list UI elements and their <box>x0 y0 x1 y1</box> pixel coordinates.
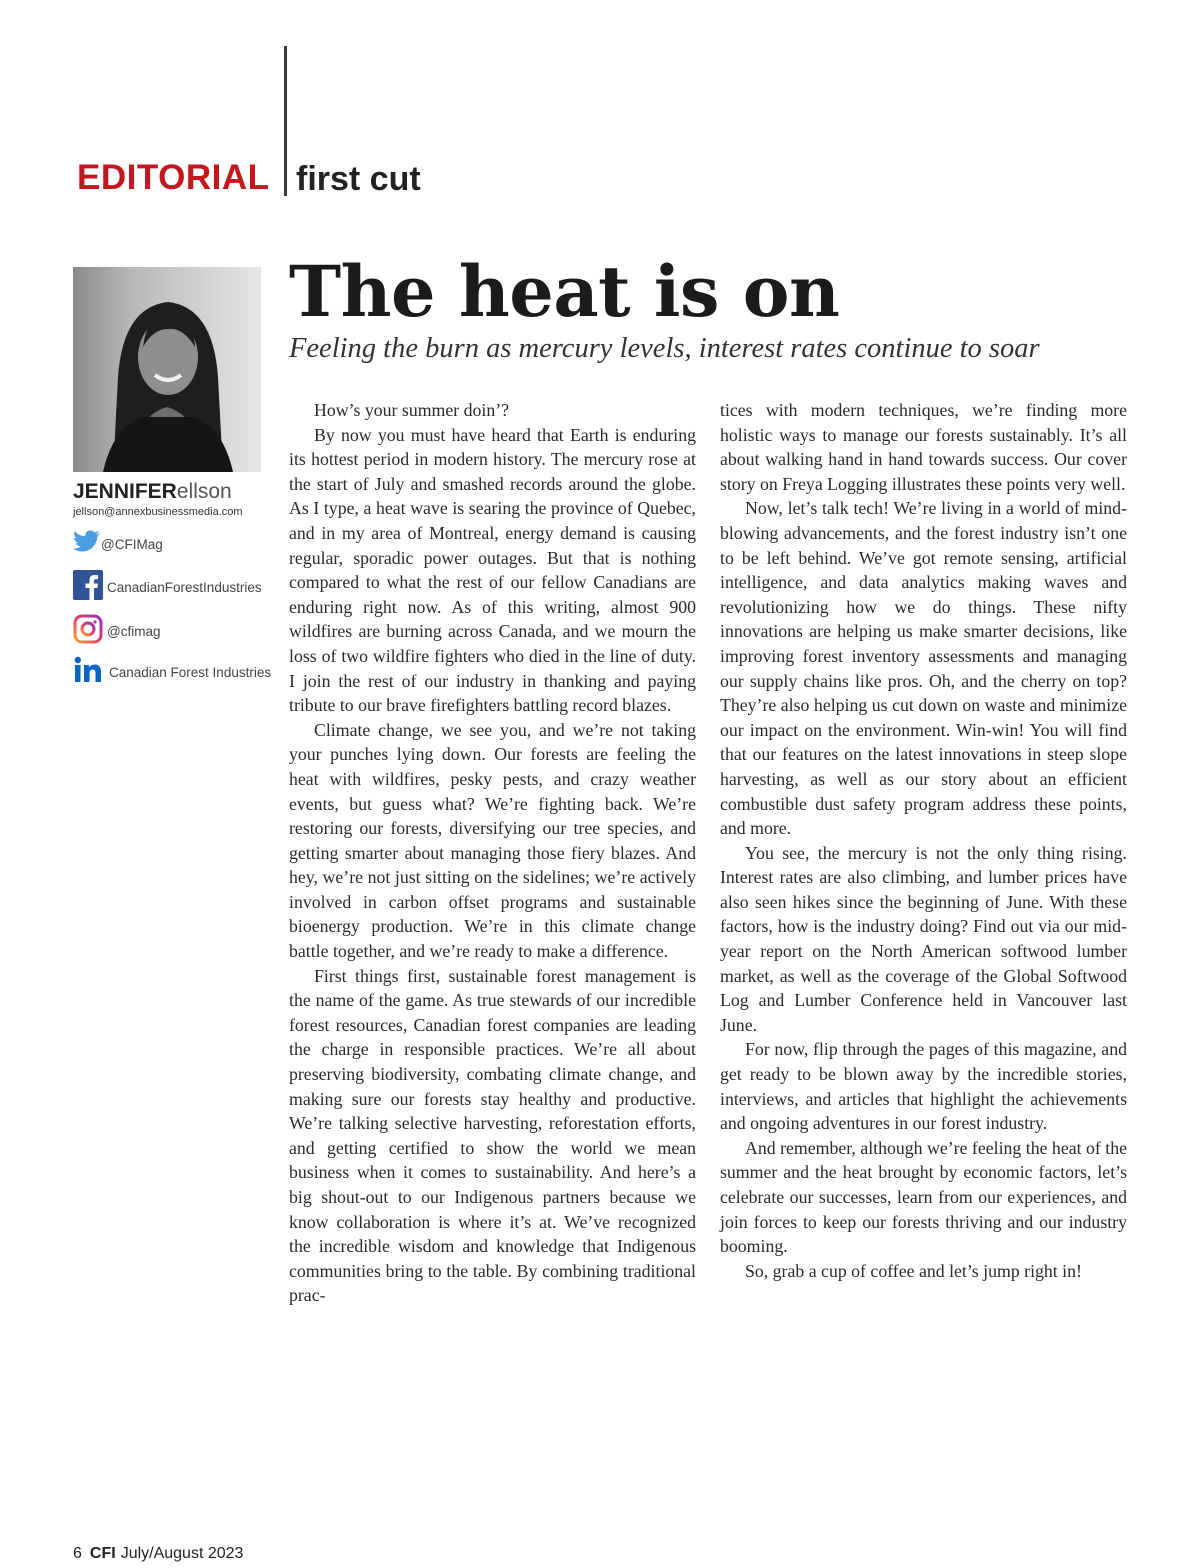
facebook-icon <box>73 570 103 605</box>
page-footer <box>73 1545 243 1563</box>
article-column-2 <box>720 398 1127 1283</box>
article-paragraph: You see, the mercury is not the only thing rising. Interest rates are also climbing, and lumber prices have also seen hikes since the beginning of June. With these factors, how is the industry doing? Find out via our mid-year report on the North American softwood lumber market, as well as the coverage of the Global Softwood Log and Lumber Conference held in Vancouver last June. <box>720 842 1127 1035</box>
facebook-link[interactable] <box>73 570 262 605</box>
facebook-handle: CanadianForestIndustries <box>107 580 262 595</box>
issue-date: July/August 2023 <box>120 1545 244 1562</box>
article-paragraph: Now, let’s talk tech! We’re living in a world of mind-blowing advancements, and the forest industry isn’t one to be left behind. We’ve got remote sensing, artificial intelligence, and data analytics making waves and revolutionizing how we do things. These nifty innovations are helping us make smarter decisions, like improving forest inventory assessments and managing our supply chains like pros. Oh, and the cherry on top? They’re also helping us cut down on waste and minimize our impact on the environment. Win-win! You will find that our features on the latest innovations in steep slope harvesting, as well as our story about an efficient combustible dust safety program address these points, and more. <box>720 498 1127 839</box>
article-dek: Feeling the burn as mercury levels, interest rates continue to soar <box>289 333 1040 364</box>
author-email[interactable]: jellson@annexbusinessmedia.com <box>73 506 243 518</box>
author-last-name: ellson <box>176 480 232 503</box>
magazine-name: CFI <box>89 1545 116 1562</box>
linkedin-link[interactable] <box>73 656 271 689</box>
instagram-icon <box>73 614 103 649</box>
author-name <box>73 480 232 504</box>
article-headline: The heat is on <box>289 250 840 333</box>
linkedin-handle: Canadian Forest Industries <box>109 665 272 680</box>
instagram-link[interactable] <box>73 614 160 649</box>
article-paragraph: And remember, although we’re feeling the heat of the summer and the heat brought by economic factors, let’s celebrate our successes, learn from our experiences, and join forces to keep our forests thriving and our industry booming. <box>720 1137 1127 1257</box>
twitter-link[interactable] <box>73 530 163 559</box>
author-photo <box>73 267 261 472</box>
article-paragraph: By now you must have heard that Earth is enduring its hottest period in modern history. The mercury rose at the start of July and smashed records around the globe. As I type, a heat wave is searing the province of Quebec, and in my area of Montreal, energy demand is causing regular, sporadic power outages. But that is nothing compared to what the rest of our fellow Canadians are enduring right now. As of this writing, almost 900 wildfires are burning across Canada, and we mourn the loss of two wildfire fighters who died in the line of duty. I join the rest of our industry in thanking and paying tribute to our brave firefighters battling record blazes. <box>289 424 696 716</box>
article-paragraph: So, grab a cup of coffee and let’s jump right in! <box>745 1260 1082 1281</box>
twitter-handle: @CFIMag <box>101 537 163 552</box>
article-paragraph: How’s your summer doin’? <box>314 400 510 420</box>
section-label: EDITORIAL <box>77 158 270 197</box>
article-paragraph: For now, flip through the pages of this magazine, and get ready to be blown away by the incredible stories, interviews, and articles that highlight the achievements and ongoing adventures in our forest industry. <box>720 1039 1127 1134</box>
instagram-handle: @cfimag <box>107 624 161 639</box>
twitter-icon <box>73 530 101 559</box>
article-paragraph: tices with modern techniques, we’re finding more holistic ways to manage our forests sustainably. It’s all about walking hand in hand towards success. Our cover story on Freya Logging illustrates these points very well. <box>720 400 1127 494</box>
header-divider <box>284 46 287 196</box>
article-paragraph: First things first, sustainable forest management is the name of the game. As true stewards of our incredible forest resources, Canadian forest companies are leading the charge in responsible practices. We’re all about preserving biodiversity, combating climate change, and making sure our forests stay healthy and productive. We’re talking selective harvesting, reforestation efforts, and getting certified to show the world we mean business when it comes to sustainability. And here’s a big shout-out to our Indigenous partners because we know collaboration is where it’s at. We’ve recognized the incredible wisdom and knowledge that Indigenous communities bring to the table. By combining traditional prac- <box>289 965 696 1306</box>
author-first-name: JENNIFER <box>73 480 177 503</box>
article-paragraph: Climate change, we see you, and we’re not taking your punches lying down. Our forests are feeling the heat with wildfires, pesky pests, and crazy weather events, but guess what? We’re fighting back. We’re restoring our forests, diversifying our tree species, and getting smarter about managing those fiery blazes. And hey, we’re not just sitting on the sidelines; we’re actively involved in carbon offset programs and sustainable bioenergy production. We’re in this climate change battle together, and we’re ready to make a difference. <box>289 719 696 962</box>
page-number: 6 <box>73 1545 82 1562</box>
column-name: first cut <box>296 160 421 198</box>
linkedin-icon <box>73 656 103 689</box>
article-column-1 <box>289 398 696 1308</box>
